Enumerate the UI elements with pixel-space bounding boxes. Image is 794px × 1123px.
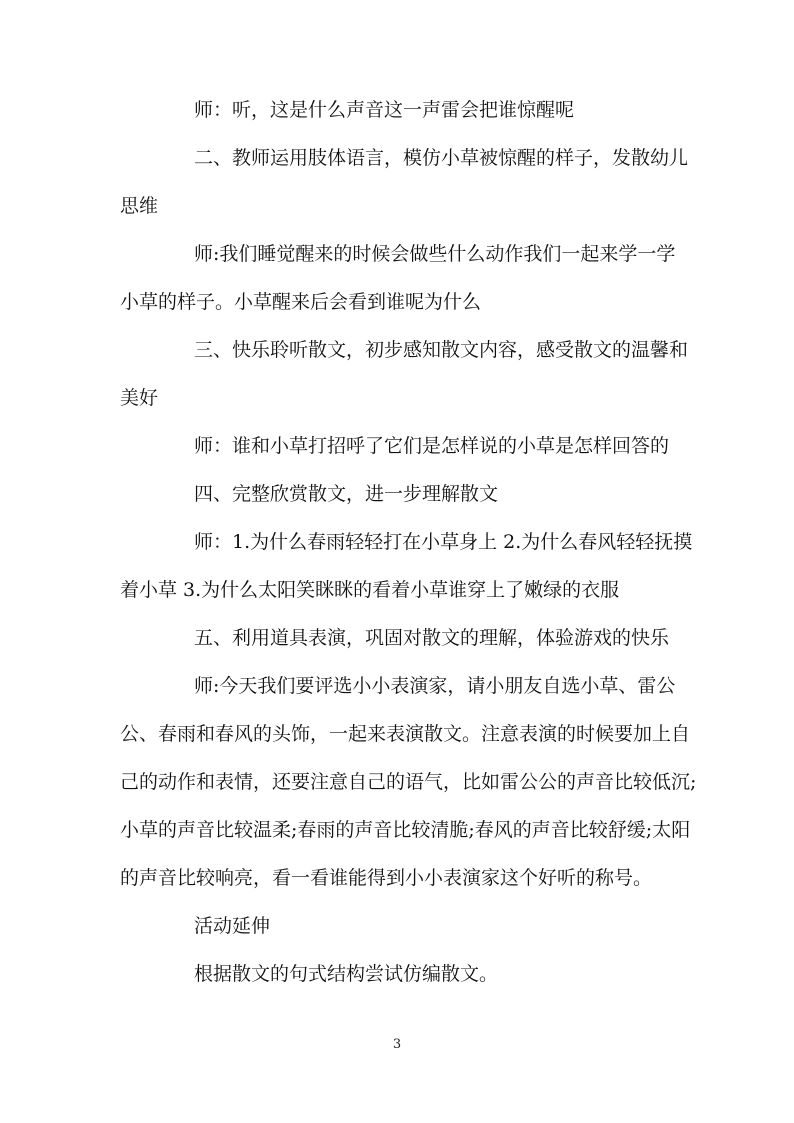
paragraph-line: 五、利用道具表演，巩固对散文的理解，体验游戏的快乐: [194, 627, 670, 649]
paragraph-line: 师:我们睡觉醒来的时候会做些什么动作我们一起来学一学: [194, 243, 676, 265]
paragraph-line: 三、快乐聆听散文，初步感知散文内容，感受散文的温馨和: [194, 339, 689, 361]
paragraph-line: 四、完整欣赏散文，进一步理解散文: [194, 483, 499, 505]
paragraph-line: 公、春雨和春风的头饰，一起来表演散文。注意表演的时候要加上自: [120, 723, 691, 745]
paragraph-line: 小草的样子。小草醒来后会看到谁呢为什么: [120, 291, 482, 313]
paragraph-line: 的声音比较响亮，看一看谁能得到小小表演家这个好听的称号。: [120, 867, 653, 889]
paragraph-line: 小草的声音比较温柔;春雨的声音比较清脆;春风的声音比较舒缓;太阳: [120, 819, 691, 841]
paragraph-line: 二、教师运用肢体语言，模仿小草被惊醒的样子，发散幼儿: [194, 147, 689, 169]
section-heading: 活动延伸: [194, 915, 271, 937]
page-number: 3: [392, 1037, 402, 1052]
paragraph-line: 己的动作和表情，还要注意自己的语气，比如雷公公的声音比较低沉;: [120, 771, 697, 793]
paragraph-line: 师：1.为什么春雨轻轻打在小草身上 2.为什么春风轻轻抚摸: [194, 531, 693, 553]
paragraph-line: 师：听，这是什么声音这一声雷会把谁惊醒呢: [194, 99, 575, 121]
paragraph-line: 师：谁和小草打招呼了它们是怎样说的小草是怎样回答的: [194, 435, 670, 457]
paragraph-line: 着小草 3.为什么太阳笑眯眯的看着小草谁穿上了嫩绿的衣服: [120, 579, 620, 601]
paragraph-line: 美好: [120, 387, 159, 409]
paragraph-line: 思维: [120, 195, 159, 217]
paragraph-line: 根据散文的句式结构尝试仿编散文。: [194, 963, 499, 985]
paragraph-line: 师:今天我们要评选小小表演家，请小朋友自选小草、雷公: [194, 675, 676, 697]
